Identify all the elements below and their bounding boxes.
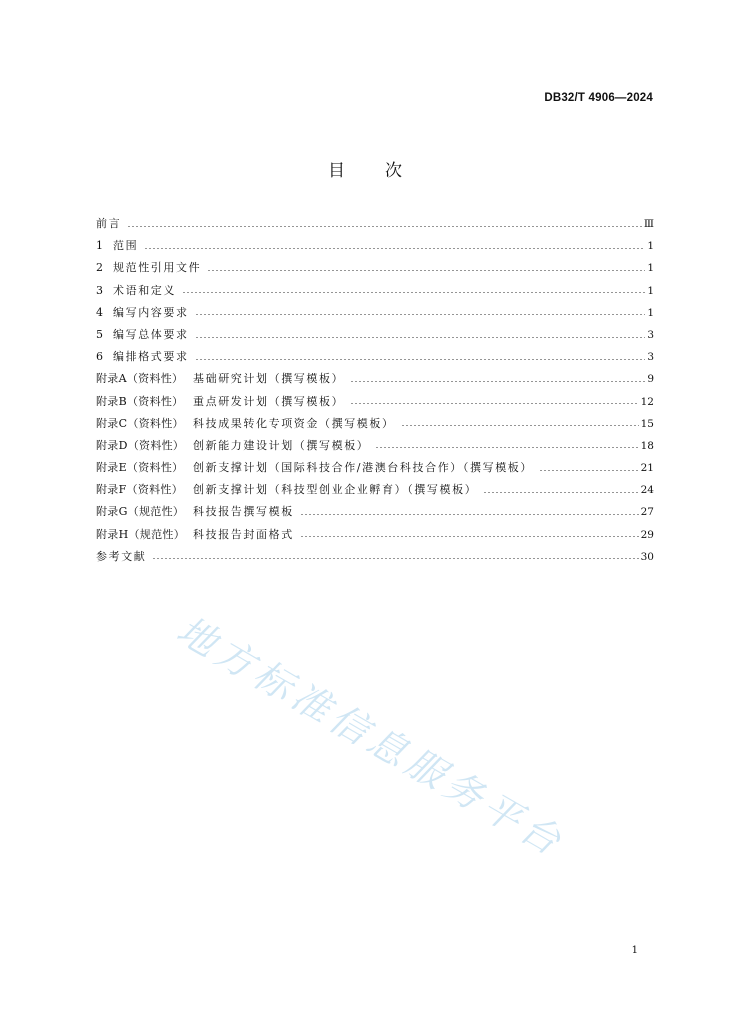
toc-entry[interactable] [96, 302, 654, 324]
toc-entry-appendix-label: 附录B（资料性） [96, 394, 184, 408]
toc-entry-page: 24 [640, 484, 654, 497]
dot-leader [539, 470, 639, 471]
toc-entry-title: 编排格式要求 [113, 350, 189, 364]
dot-leader [350, 381, 645, 382]
toc-entry-title: 编写总体要求 [113, 327, 189, 341]
dot-leader [401, 425, 639, 426]
dot-leader [350, 403, 638, 404]
toc-entry[interactable] [96, 546, 654, 568]
toc-entry-page: 1 [647, 306, 654, 319]
table-of-contents [96, 213, 654, 568]
toc-entry-page: 3 [647, 328, 654, 341]
toc-entry-number: 3 [96, 283, 103, 297]
toc-entry-number: 4 [96, 305, 103, 319]
dot-leader [182, 292, 645, 293]
toc-entry-page: 30 [640, 550, 654, 563]
toc-entry-title: 基础研究计划（撰写模板） [193, 372, 345, 386]
dot-leader [127, 226, 642, 227]
toc-entry-page: 27 [640, 506, 654, 519]
toc-entry-appendix-label: 附录E（资料性） [96, 461, 184, 475]
dot-leader [152, 558, 638, 559]
toc-entry-title: 规范性引用文件 [113, 261, 202, 275]
toc-entry-page: 18 [640, 439, 654, 452]
toc-entry-appendix-label: 附录F（资料性） [96, 483, 184, 497]
toc-entry-title: 范围 [113, 239, 139, 253]
toc-entry-title: 参考文献 [96, 549, 147, 563]
page-number: 1 [631, 945, 638, 956]
dot-leader [195, 314, 646, 315]
toc-entry[interactable] [96, 346, 654, 368]
toc-entry-title: 科技报告撰写模板 [193, 505, 294, 519]
toc-entry-title: 创新能力建设计划（撰写模板） [193, 438, 370, 452]
toc-entry[interactable] [96, 524, 654, 546]
toc-entry-title: 术语和定义 [113, 283, 176, 297]
toc-entry[interactable] [96, 501, 654, 523]
toc-entry-page: 15 [640, 417, 654, 430]
toc-entry-title: 创新支撑计划（国际科技合作/港澳台科技合作）（撰写模板） [193, 461, 534, 475]
toc-entry[interactable] [96, 391, 654, 413]
toc-entry[interactable] [96, 280, 654, 302]
toc-entry[interactable] [96, 413, 654, 435]
dot-leader [300, 514, 639, 515]
toc-entry-page: 21 [640, 462, 654, 475]
toc-entry-appendix-label: 附录D（资料性） [96, 438, 185, 452]
toc-entry-page: 1 [647, 284, 654, 297]
toc-entry-title: 重点研发计划（撰写模板） [193, 394, 345, 408]
toc-entry-number: 6 [96, 350, 103, 364]
toc-entry-title: 前言 [96, 217, 122, 230]
dot-leader [207, 270, 645, 271]
toc-entry[interactable] [96, 324, 654, 346]
toc-entry-title: 科技成果转化专项资金（撰写模板） [193, 416, 395, 430]
toc-entry-page: Ⅲ [643, 218, 654, 230]
toc-entry-title: 科技报告封面格式 [193, 527, 294, 541]
toc-entry[interactable] [96, 213, 654, 235]
toc-entry-appendix-label: 附录A（资料性） [96, 372, 184, 386]
toc-entry-title: 创新支撑计划（科技型创业企业孵育）（撰写模板） [193, 483, 478, 497]
toc-entry[interactable] [96, 235, 654, 257]
dot-leader [195, 337, 646, 338]
toc-entry-title: 编写内容要求 [113, 305, 189, 319]
page-title: 目次 [328, 161, 442, 181]
toc-entry-number: 1 [96, 239, 103, 253]
document-code: DB32/T 4906—2024 [544, 92, 653, 104]
watermark: 地方标准信息服务平台 [169, 607, 573, 866]
toc-entry[interactable] [96, 435, 654, 457]
toc-entry-page: 1 [647, 240, 654, 253]
dot-leader [300, 536, 639, 537]
toc-entry-appendix-label: 附录H（规范性） [96, 527, 185, 541]
dot-leader [144, 248, 645, 249]
toc-entry-page: 29 [640, 528, 654, 541]
toc-entry[interactable] [96, 479, 654, 501]
toc-entry-page: 9 [647, 373, 654, 386]
toc-entry-page: 1 [647, 262, 654, 275]
toc-entry-number: 5 [96, 327, 103, 341]
toc-entry-appendix-label: 附录C（资料性） [96, 416, 184, 430]
dot-leader [375, 447, 638, 448]
toc-entry-page: 12 [640, 395, 654, 408]
toc-entry[interactable] [96, 457, 654, 479]
toc-entry-appendix-label: 附录G（规范性） [96, 505, 185, 519]
toc-entry-page: 3 [647, 351, 654, 364]
toc-entry[interactable] [96, 257, 654, 279]
toc-entry[interactable] [96, 368, 654, 390]
toc-entry-number: 2 [96, 261, 103, 275]
dot-leader [195, 359, 646, 360]
dot-leader [483, 492, 638, 493]
